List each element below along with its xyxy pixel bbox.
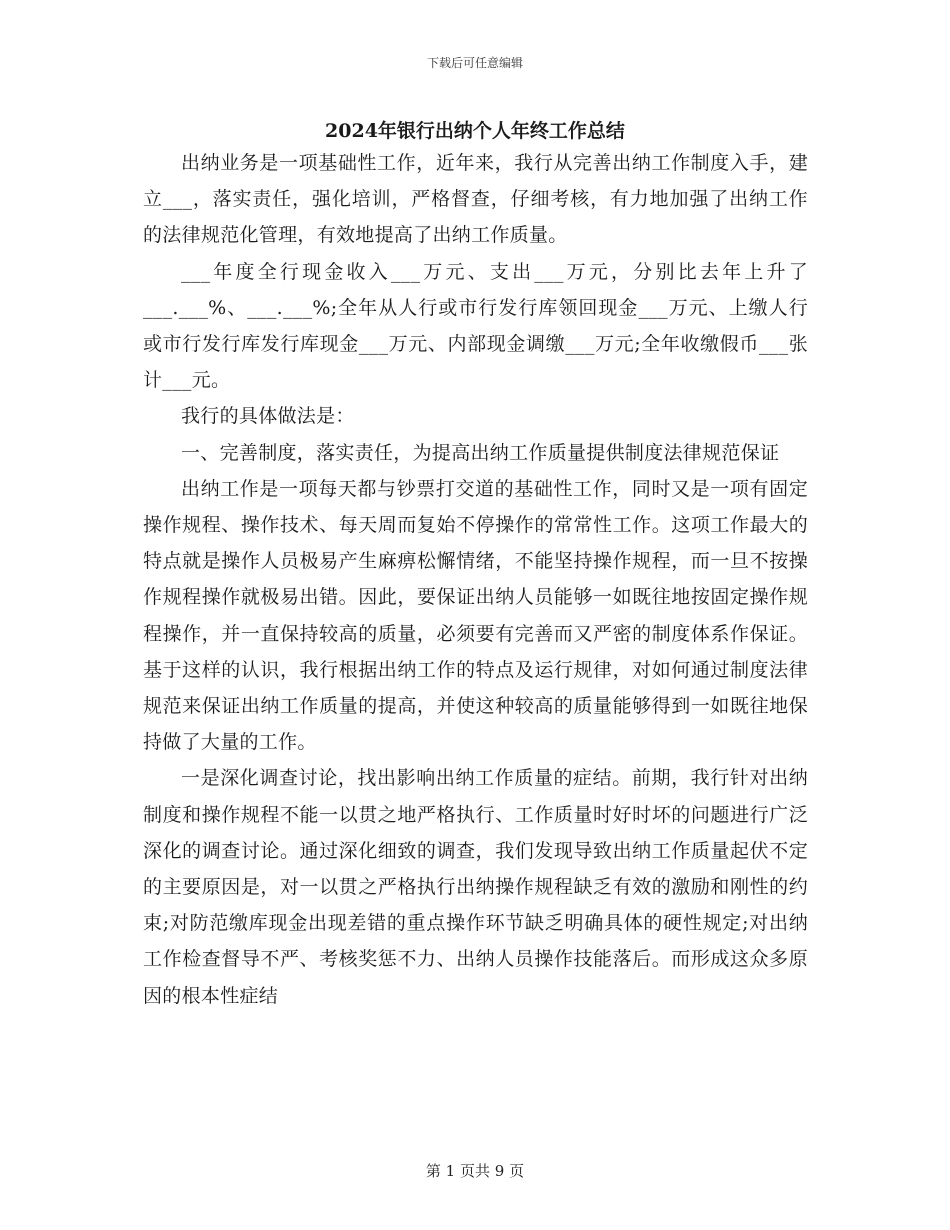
document-title: 2024年银行出纳个人年终工作总结 [325,120,625,142]
paragraph-figures: ___年度全行现金收入___万元、支出___万元，分别比去年上升了___.___%、___.___%;全年从人行或市行发行库领回现金___万元、上缴人行或市行发行库发行库现金___万元、内部现金调缴___万元;全年收缴假币___张计___元。 [143,260,808,392]
paragraph-intro: 出纳业务是一项基础性工作，近年来，我行从完善出纳工作制度入手，建立___，落实责任，强化培训，严格督查，仔细考核，有力地加强了出纳工作的法律规范化管理，有效地提高了出纳工作质量。 [143,152,808,247]
document-body [143,145,808,1014]
page-header: 下载后可任意编辑 [426,56,523,70]
paragraph-section-1: 出纳工作是一项每天都与钞票打交道的基础性工作，同时又是一项有固定操作规程、操作技术、每天周而复始不停操作的常常性工作。这项工作最大的特点就是操作人员极易产生麻痹松懈情绪，不能坚持操作规程，而一旦不按操作规程操作就极易出错。因此，要保证出纳人员能够一如既往地按固定操作规程操作，并一直保持较高的质量，必须要有完善而又严密的制度体系作保证。基于这样的认识，我行根据出纳工作的特点及运行规律，对如何通过制度法律规范来保证出纳工作质量的提高，并使这种较高的质量能够得到一如既往地保持做了大量的工作。 [143,477,808,754]
page-footer: 第 1 页共 9 页 [425,1162,525,1180]
section-heading-1: 一、完善制度，落实责任，为提高出纳工作质量提供制度法律规范保证 [181,441,780,464]
paragraph-point-1: 一是深化调查讨论，找出影响出纳工作质量的症结。前期，我行针对出纳制度和操作规程不能一以贯之地严格执行、工作质量时好时坏的问题进行广泛深化的调查讨论。通过深化细致的调查，我们发现导致出纳工作质量起伏不定的主要原因是，对一以贯之严格执行出纳操作规程缺乏有效的激励和刚性的约束;对防范缴库现金出现差错的重点操作环节缺乏明确具体的硬性规定;对出纳工作检查督导不严、考核奖惩不力、出纳人员操作技能落后。而形成这众多原因的根本性症结 [143,767,808,1007]
paragraph-methods-lead: 我行的具体做法是： [181,405,355,428]
